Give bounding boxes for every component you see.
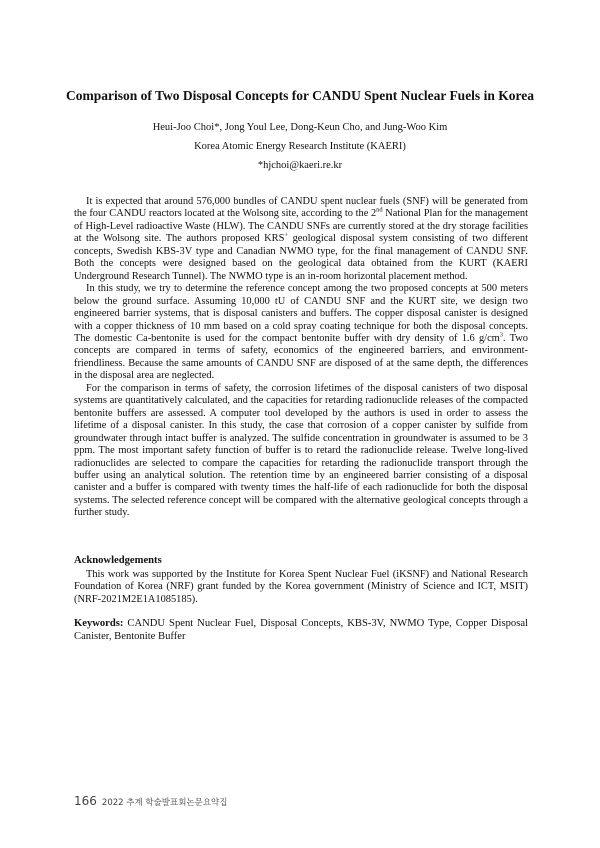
keywords-text: CANDU Spent Nuclear Fuel, Disposal Concepts, KBS-3V, NWMO Type, Copper Disposal Canister, Bentonite Buffer	[74, 618, 528, 642]
p2-superscript-3: 3	[499, 331, 504, 339]
page-number: 166	[74, 794, 97, 808]
keywords	[74, 618, 528, 643]
p1-superscript-plus: +	[284, 231, 289, 239]
paper-title: Comparison of Two Disposal Concepts for CANDU Spent Nuclear Fuels in Korea	[66, 88, 534, 103]
p2-text-b: . Two concepts are compared in terms of safety, economics of the engineered barriers, and environment-friendliness. Because the same amounts of CANDU SNF are disposed of at the same depth, the differences in the disposal area are neglected.	[74, 332, 529, 382]
page-footer	[74, 790, 227, 809]
p1-superscript-nd: nd	[376, 206, 383, 214]
corresponding-email: *hjchoi@kaeri.re.kr	[257, 160, 343, 171]
p2-text-a: In this study, we try to determine the reference concept among the two proposed concepts at 500 meters below the ground surface. Assuming 10,000 tU of CANDU SNF and the KURT site, we design two engineered barrier systems, that is disposal canisters and buffers. The copper disposal canister is designed with a copper thickness of 10 mm based on a cold spray coating technique for both the disposal concepts. The domestic Ca-bentonite is used for the compact bentonite buffer with dry density of 1.6 g/cm	[74, 283, 528, 344]
acknowledgements-body: This work was supported by the Institute for Korea Spent Nuclear Fuel (iKSNF) and National Research Foundation of Korea (NRF) grant funded by the Korea government (Ministry of Science and ICT, MSIT) (NRF-2021M2E1A1085185).	[74, 569, 528, 605]
affiliation: Korea Atomic Energy Research Institute (KAERI)	[194, 141, 406, 152]
abstract-paragraph-1	[74, 196, 528, 283]
abstract-paragraph-3: For the comparison in terms of safety, the corrosion lifetimes of the disposal canisters of two disposal systems are quantitatively calculated, and the capacities for retarding radionuclide releases of the compacted bentonite buffers are assessed. A computer tool developed by the authors is used in order to assess the lifetime of a disposal canister. In this study, the case that corrosion of a copper canister by sulfide from groundwater through intact buffer is analyzed. The sulfide concentration in groundwater is assumed to be 3 ppm. The most important safety function of buffer is to retard the radionuclide release. Twelve long-lived radionuclides are selected to compare the capacities for retarding the radionuclide transport through the buffer using an analytical solution. The retention time by an engineered barrier consisting of a disposal canister and a buffer is compared with twenty times the half-life of each radionuclide for both the disposal systems. The selected reference concept will be compared with the alternative geological concepts through a further study.	[74, 382, 528, 519]
author-list: Heui-Joo Choi*, Jong Youl Lee, Dong-Keun Cho, and Jung-Woo Kim	[152, 122, 448, 133]
p1-text-c: geological disposal system consisting of two different concepts, Swedish KBS-3V type and Canadian NWMO type, for the final management of CANDU SNF. Both the concepts were designed based on the geological data obtained from the KURT (KAERI Underground Research Tunnel). The NWMO type is an in-room horizontal placement method.	[74, 233, 528, 282]
acknowledgements-heading: Acknowledgements	[74, 555, 162, 566]
abstract-paragraph-2	[74, 283, 528, 383]
p1-text-b: National Plan for the management of High-Level radioactive Waste (HLW). The CANDU SNFs are currently stored at the dry storage facilities at the Wolsong site. The authors proposed KRS	[74, 208, 528, 245]
abstract	[74, 196, 528, 520]
proceedings-name: 2022 추계 학술발표회논문요약집	[101, 798, 228, 808]
keywords-label: Keywords:	[74, 618, 124, 629]
p1-text-a: It is expected that around 576,000 bundles of CANDU spent nuclear fuels (SNF) will be generated from the four CANDU reactors located at the Wolsong site, according to the 2	[74, 196, 528, 220]
